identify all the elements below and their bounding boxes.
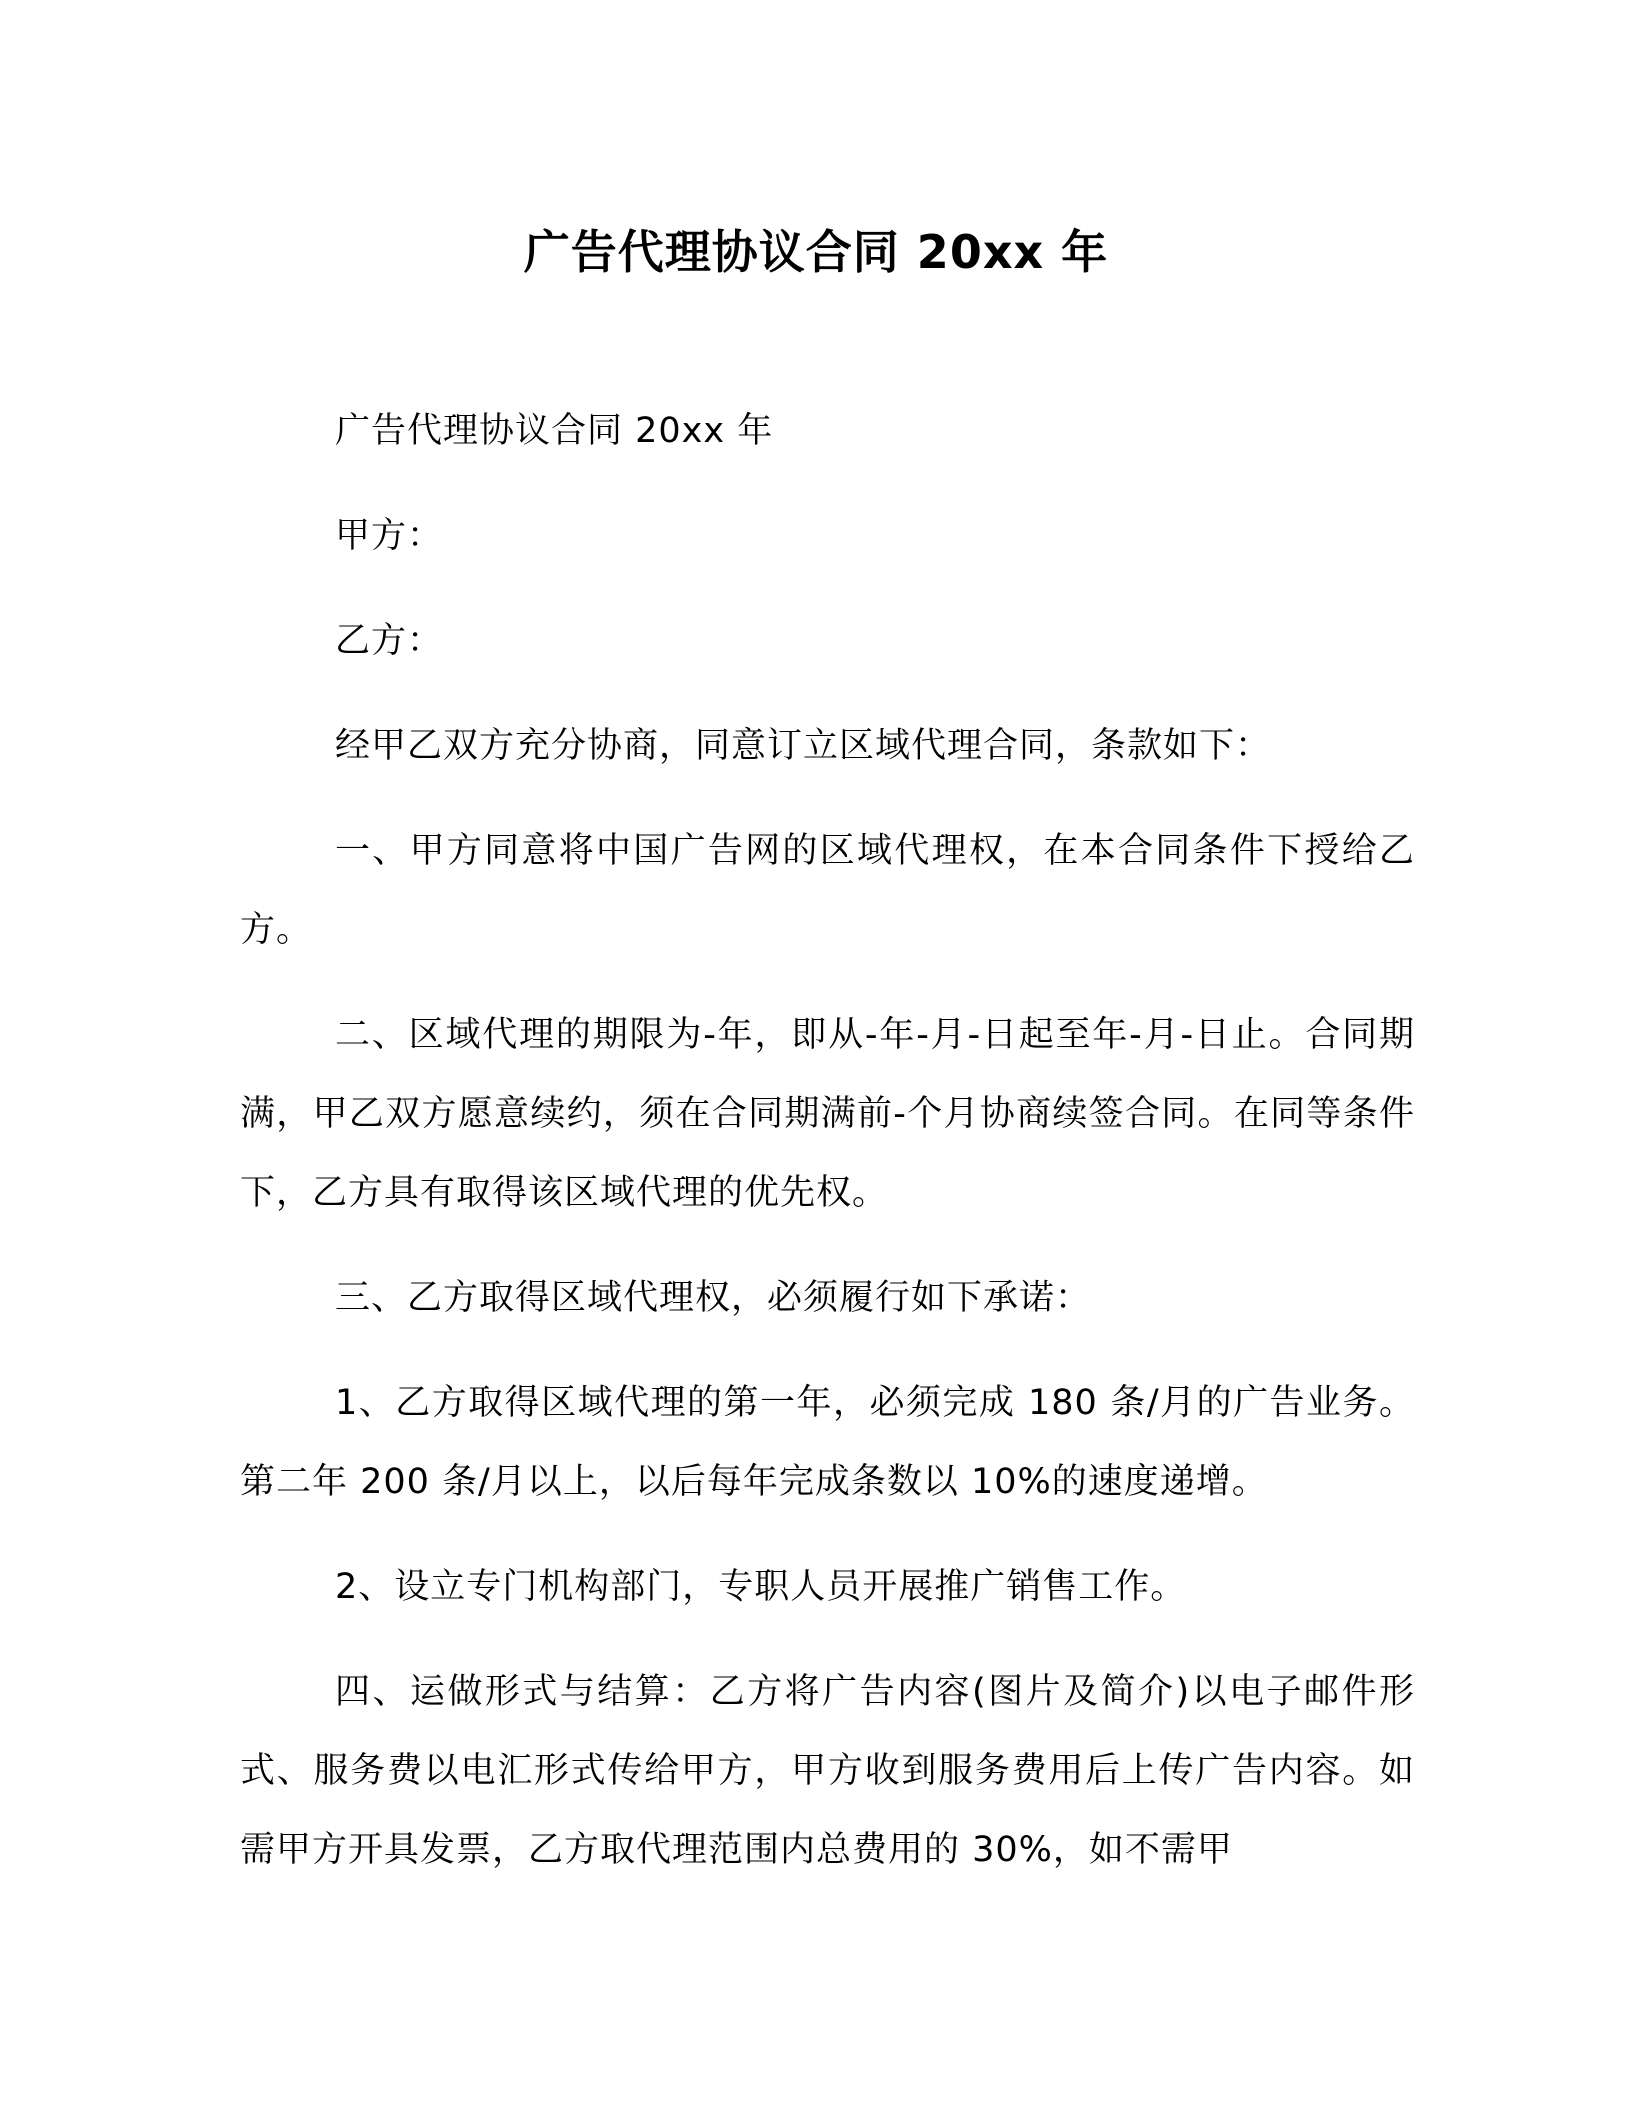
- paragraph-clause-1: 一、甲方同意将中国广告网的区域代理权，在本合同条件下授给乙方。: [240, 831, 1415, 950]
- document-title: 广告代理协议合同 20xx 年: [523, 225, 1109, 279]
- paragraph-clause-3: 三、乙方取得区域代理权，必须履行如下承诺：: [335, 1278, 1092, 1318]
- paragraph-preamble: 经甲乙双方充分协商，同意订立区域代理合同，条款如下：: [335, 726, 1272, 766]
- paragraph-heading: 广告代理协议合同 20xx 年: [335, 411, 774, 451]
- paragraph-clause-2: 二、区域代理的期限为-年，即从-年-月-日起至年-月-日止。合同期满，甲乙双方愿意续约，须在合同期满前-个月协商续签合同。在同等条件下，乙方具有取得该区域代理的优先权。: [240, 1015, 1415, 1213]
- paragraph-party-a: 甲方：: [335, 516, 444, 556]
- paragraph-party-b: 乙方：: [335, 621, 444, 661]
- document-body: [240, 392, 1415, 1916]
- paragraph-clause-3-item-1: 1、乙方取得区域代理的第一年，必须完成 180 条/月的广告业务。第二年 200 条/月以上，以后每年完成条数以 10%的速度递增。: [240, 1383, 1415, 1502]
- paragraph-clause-3-item-2: 2、设立专门机构部门，专职人员开展推广销售工作。: [335, 1567, 1187, 1607]
- paragraph-clause-4: 四、运做形式与结算：乙方将广告内容(图片及简介)以电子邮件形式、服务费以电汇形式传给甲方，甲方收到服务费用后上传广告内容。如需甲方开具发票，乙方取代理范围内总费用的 30%，如不需甲: [240, 1672, 1415, 1870]
